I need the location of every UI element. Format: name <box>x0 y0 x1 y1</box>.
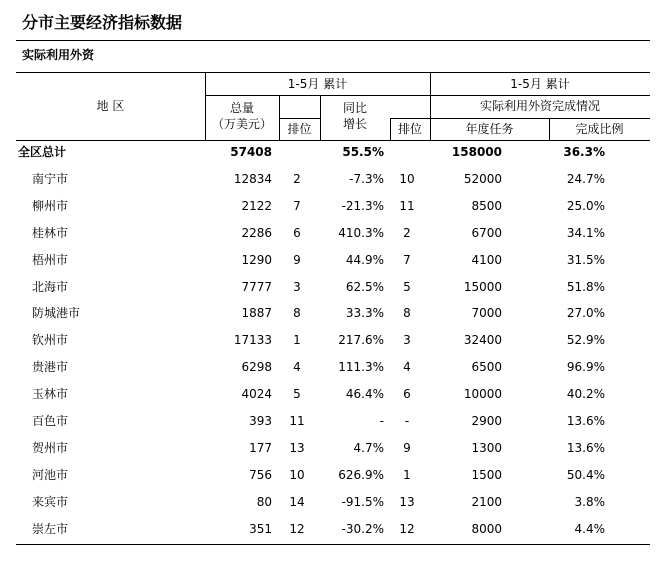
cell-annual-task: 158000 <box>451 145 502 159</box>
cell-completion-ratio: 13.6% <box>566 414 605 428</box>
cell-rank-1: 2 <box>293 171 301 186</box>
cell-yoy: 62.5% <box>345 279 384 294</box>
cell-completion-ratio: 25.0% <box>566 198 605 213</box>
cell-yoy: -7.3% <box>349 171 384 186</box>
cell-rank-1: 3 <box>293 279 301 294</box>
cell-region: 崇左市 <box>32 521 69 536</box>
cell-completion-ratio: 52.9% <box>566 333 605 348</box>
cell-region: 防城港市 <box>32 306 81 321</box>
cell-completion-ratio: 27.0% <box>566 306 605 321</box>
cell-rank-1: 1 <box>293 333 301 348</box>
cell-total: 4024 <box>241 387 272 402</box>
cell-region: 柳州市 <box>32 198 69 213</box>
header-rank-1: 排位 <box>287 122 312 136</box>
cell-annual-task: 32400 <box>463 333 502 348</box>
cell-completion-ratio: 96.9% <box>566 360 605 375</box>
header-yoy-line2: 增长 <box>342 117 367 131</box>
cell-annual-task: 8000 <box>471 521 502 536</box>
cell-rank-1: 12 <box>289 521 305 536</box>
cell-yoy: -21.3% <box>341 198 384 213</box>
cell-total: 7777 <box>241 279 272 294</box>
cell-completion-ratio: 34.1% <box>566 225 605 240</box>
cell-yoy: 44.9% <box>345 252 384 267</box>
cell-rank-1: 11 <box>289 414 305 428</box>
cell-region: 百色市 <box>32 414 69 428</box>
cell-rank-2: 2 <box>403 225 411 240</box>
cell-region: 钦州市 <box>32 333 69 348</box>
cell-annual-task: 1300 <box>471 440 502 455</box>
cell-rank-1: 14 <box>289 494 305 509</box>
cell-rank-2: 7 <box>403 252 411 267</box>
cell-rank-2: 11 <box>399 198 415 213</box>
cell-rank-1: 13 <box>289 440 305 455</box>
cell-region: 全区总计 <box>18 145 67 159</box>
cell-region: 贺州市 <box>32 440 69 455</box>
cell-yoy: 410.3% <box>338 225 384 240</box>
cell-completion-ratio: 36.3% <box>563 145 605 159</box>
cell-rank-2: 5 <box>403 279 411 294</box>
cell-rank-2: 4 <box>403 360 411 375</box>
cell-rank-1: 9 <box>293 252 301 267</box>
header-total-line1: 总量 <box>229 101 254 115</box>
cell-completion-ratio: 24.7% <box>566 171 605 186</box>
cell-annual-task: 6500 <box>471 360 502 375</box>
cell-total: 80 <box>256 494 272 509</box>
cell-annual-task: 8500 <box>471 198 502 213</box>
cell-rank-2: 12 <box>399 521 415 536</box>
cell-annual-task: 52000 <box>463 171 502 186</box>
cell-rank-2: 6 <box>403 387 411 402</box>
header-group-1: 1-5月 累计 <box>287 77 348 91</box>
cell-rank-1: 8 <box>293 306 301 321</box>
cell-completion-ratio: 3.8% <box>574 494 605 509</box>
cell-total: 57408 <box>230 145 272 159</box>
cell-annual-task: 1500 <box>471 467 502 482</box>
cell-rank-1: 6 <box>293 225 301 240</box>
cell-rank-2: - <box>404 414 410 428</box>
cell-yoy: 46.4% <box>345 387 384 402</box>
cell-rank-1: 7 <box>293 198 301 213</box>
cell-completion-ratio: 50.4% <box>566 467 605 482</box>
cell-yoy: 55.5% <box>342 145 384 159</box>
cell-rank-2: 8 <box>403 306 411 321</box>
cell-yoy: 217.6% <box>338 333 384 348</box>
header-region: 地 区 <box>96 99 125 113</box>
section-subtitle: 实际利用外资 <box>22 48 95 62</box>
cell-yoy: 111.3% <box>338 360 384 375</box>
cell-completion-ratio: 13.6% <box>566 440 605 455</box>
cell-completion-ratio: 4.4% <box>574 521 605 536</box>
cell-region: 贵港市 <box>32 360 69 375</box>
cell-yoy: 4.7% <box>353 440 384 455</box>
cell-total: 351 <box>249 521 272 536</box>
cell-total: 2122 <box>241 198 272 213</box>
cell-annual-task: 7000 <box>471 306 502 321</box>
cell-annual-task: 2100 <box>471 494 502 509</box>
cell-completion-ratio: 51.8% <box>566 279 605 294</box>
cell-annual-task: 10000 <box>463 387 502 402</box>
cell-rank-2: 3 <box>403 333 411 348</box>
header-completion: 实际利用外资完成情况 <box>479 99 600 113</box>
cell-total: 1887 <box>241 306 272 321</box>
cell-yoy: -91.5% <box>341 494 384 509</box>
cell-total: 17133 <box>233 333 272 348</box>
cell-region: 河池市 <box>32 467 69 482</box>
cell-rank-2: 9 <box>403 440 411 455</box>
cell-region: 北海市 <box>32 279 69 294</box>
cell-total: 12834 <box>233 171 272 186</box>
cell-region: 梧州市 <box>32 252 69 267</box>
header-completion-ratio: 完成比例 <box>575 122 624 136</box>
cell-rank-2: 10 <box>399 171 415 186</box>
header-rank-2: 排位 <box>397 122 422 136</box>
cell-yoy: 33.3% <box>345 306 384 321</box>
cell-total: 2286 <box>241 225 272 240</box>
cell-rank-2: 13 <box>399 494 415 509</box>
cell-completion-ratio: 40.2% <box>566 387 605 402</box>
cell-rank-1: 4 <box>293 360 301 375</box>
cell-total: 393 <box>249 414 272 428</box>
cell-annual-task: 6700 <box>471 225 502 240</box>
cell-completion-ratio: 31.5% <box>566 252 605 267</box>
cell-total: 756 <box>249 467 272 482</box>
cell-annual-task: 4100 <box>471 252 502 267</box>
cell-yoy: 626.9% <box>338 467 384 482</box>
header-total-line2: （万美元） <box>211 117 272 131</box>
cell-total: 177 <box>249 440 272 455</box>
cell-rank-1: 10 <box>289 467 305 482</box>
cell-yoy: - <box>379 414 384 428</box>
cell-yoy: -30.2% <box>341 521 384 536</box>
cell-rank-1: 5 <box>293 387 301 402</box>
cell-region: 南宁市 <box>32 171 69 186</box>
cell-region: 桂林市 <box>32 225 69 240</box>
cell-total: 6298 <box>241 360 272 375</box>
header-group-2: 1-5月 累计 <box>510 77 570 91</box>
header-annual-task: 年度任务 <box>465 122 514 136</box>
cell-rank-2: 1 <box>403 467 411 482</box>
cell-total: 1290 <box>241 252 272 267</box>
page-title: 分市主要经济指标数据 <box>22 13 183 32</box>
header-yoy-line1: 同比 <box>342 101 367 115</box>
cell-annual-task: 2900 <box>471 414 502 428</box>
cell-annual-task: 15000 <box>463 279 502 294</box>
cell-region: 玉林市 <box>32 387 69 402</box>
cell-region: 来宾市 <box>32 494 69 509</box>
